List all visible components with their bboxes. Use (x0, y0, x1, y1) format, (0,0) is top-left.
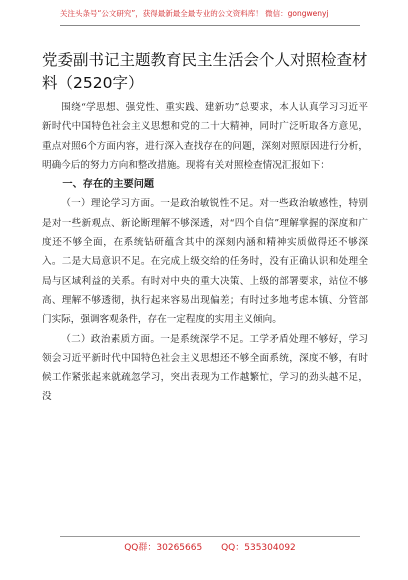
paragraph-theory-study: （一）理论学习方面。一是政治敏锐性不足。对一些政治敏感性，特别是对一些新观点、新论断理解不够深透，对“四个自信”理解掌握的深度和广度还不够全面，在系统钻研蕴含其中的深刻内涵和精神实质做得还不够深入。二是大局意识不足。在完成上级交给的任务时，没有正确认识和处理全局与区域利益的关系。有时对中央的重大决策、上级的部署要求，站位不够高、理解不够透彻，执行起来容易出现偏差；有时过多地考虑本镇、分管部门实际，强调客观条件，存在一定程度的实用主义倾向。 (42, 198, 368, 326)
footer-contacts (60, 536, 360, 553)
header-banner: 关注头条号“公文研究”，获得最新最全最专业的公文资料库！ 微信：gongwenyj (60, 8, 360, 26)
document-title: 党委副书记主题教育民主生活会个人对照检查材料（2520字） (42, 51, 368, 92)
intro-paragraph: 围绕“学思想、强党性、重实践、建新功”总要求，本人认真学习习近平新时代中国特色社会主义思想和党的二十大精神，同时广泛听取各方意见，重点对照6个方面内容，进行深入查找存在的问题，深刻对照原因进行分析，明确今后的努力方向和整改措施。现将有关对照检查情况汇报如下： (42, 102, 368, 171)
footer-qq-group: QQ群：30265665 (124, 543, 203, 553)
footer-qq: QQ：535304092 (221, 543, 296, 553)
paragraph-political-quality: （二）政治素质方面。一是系统深学不足。工学矛盾处理不够好，学习领会习近平新时代中国特色社会主义思想还不够全面系统，深度不够，有时候工作紧张起来就疏忽学习，突出表现为工作越繁忙，学习的劲头越不足，没 (42, 333, 368, 403)
document-body (42, 98, 368, 407)
section-heading: 一、存在的主要问题 (62, 179, 155, 191)
